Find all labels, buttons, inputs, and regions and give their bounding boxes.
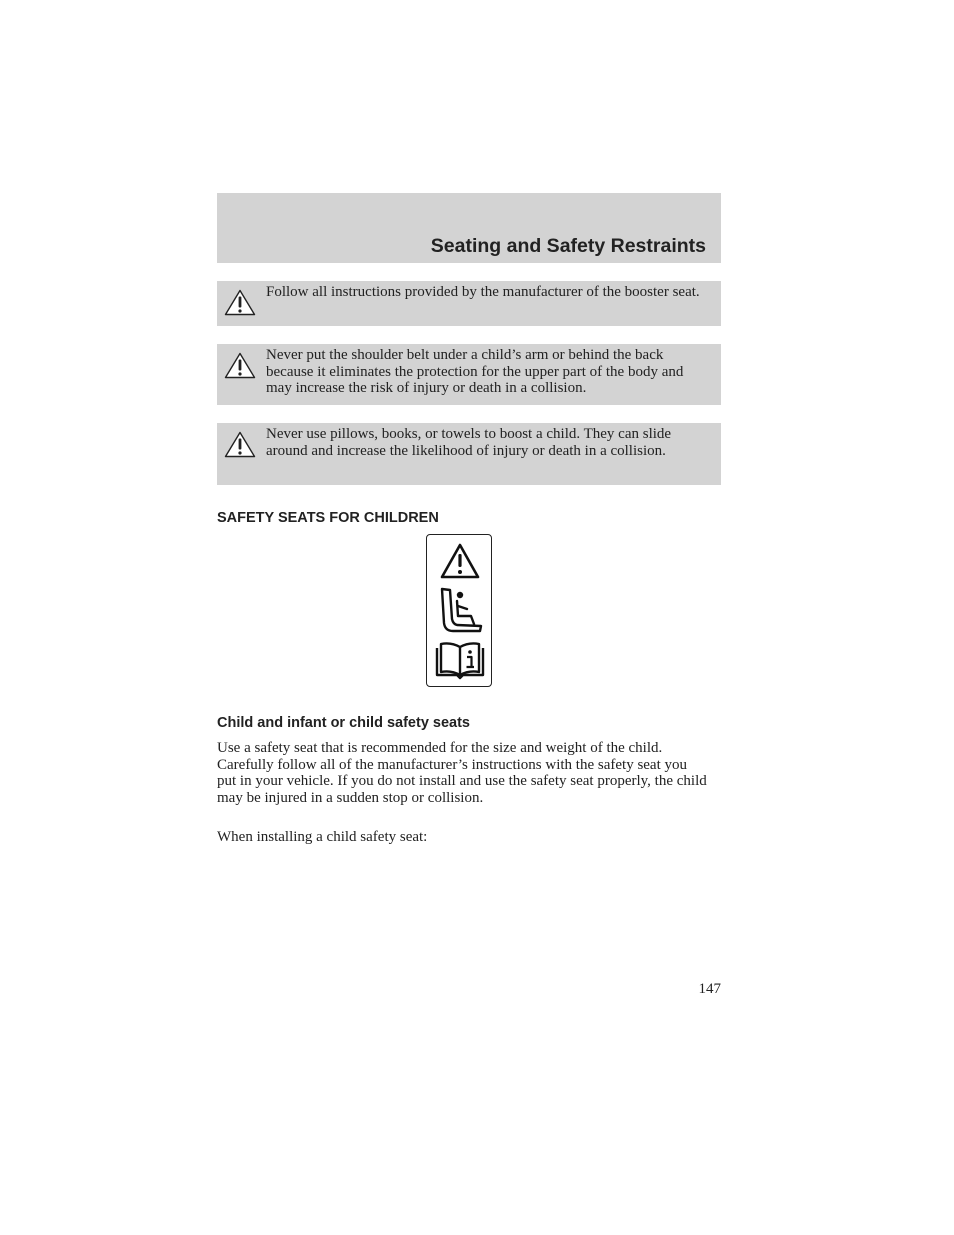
body-paragraph: When installing a child safety seat:: [217, 829, 428, 845]
header-band: [217, 193, 721, 263]
warning-text: Never put the shoulder belt under a child’s arm or behind the back because it eliminates the protection for the upper part of the body and may increase the risk of injury or death in a collision.: [266, 347, 684, 396]
owner-manual-info-icon: [437, 643, 483, 678]
warning-box: [217, 281, 721, 326]
page-number: 147: [698, 981, 721, 997]
symbol-panel: [426, 534, 492, 687]
warning-triangle-icon: [224, 352, 256, 379]
warning-triangle-icon: [442, 545, 478, 577]
warning-triangle-icon: [224, 431, 256, 458]
warning-box: [217, 344, 721, 405]
warning-triangle-icon: [224, 289, 256, 316]
body-paragraph: Use a safety seat that is recommended for the size and weight of the child. Carefully follow all of the manufacturer’s instructions with the safety seat you put in your vehicle. If you do not install and use the safety seat properly, the child may be injured in a sudden stop or collision.: [217, 740, 707, 806]
warning-text: Never use pillows, books, or towels to boost a child. They can slide around and increase the likelihood of injury or death in a collision.: [266, 426, 672, 459]
symbol-panel-graphics: [427, 535, 493, 688]
page-title: Seating and Safety Restraints: [430, 235, 706, 257]
sub-heading: Child and infant or child safety seats: [217, 715, 470, 731]
section-heading: SAFETY SEATS FOR CHILDREN: [217, 510, 439, 526]
child-seat-icon: [442, 589, 481, 631]
warning-text: Follow all instructions provided by the manufacturer of the booster seat.: [266, 284, 700, 300]
warning-box: [217, 423, 721, 485]
